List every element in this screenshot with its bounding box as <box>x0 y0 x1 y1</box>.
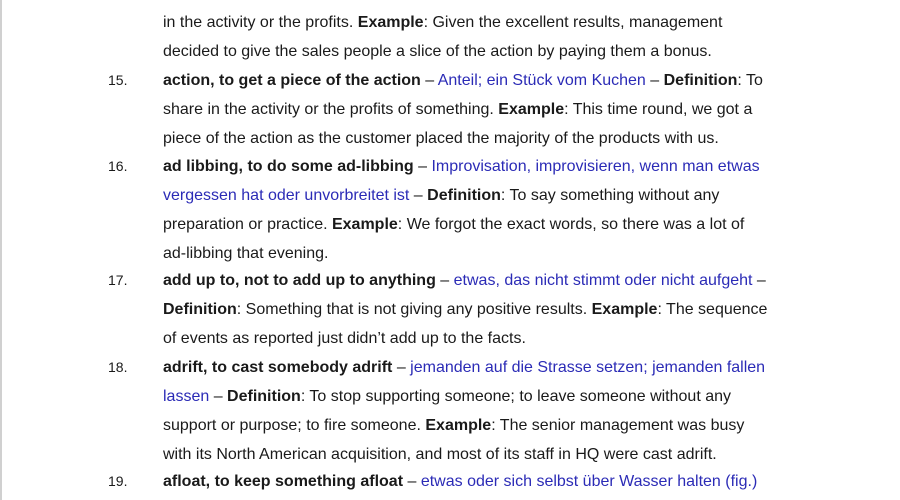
example-label: Example <box>498 101 565 118</box>
dash: – <box>645 72 664 89</box>
dash: – <box>409 187 428 204</box>
definition-text: support or purpose; to fire someone. <box>163 417 421 434</box>
example-text: : We forgot the exact words, so there was a lot of <box>397 216 745 233</box>
definition-label: Definition <box>663 72 738 89</box>
definition-text: : Something that is not giving any positive results. <box>236 301 588 318</box>
entry-body <box>163 467 803 496</box>
definition-label: Definition <box>427 187 501 204</box>
example-text: of events as reported just didn’t add up to the facts. <box>163 330 526 347</box>
translation: etwas, das nicht stimmt oder nicht aufgeht <box>453 272 753 289</box>
continuation-line-2: decided to give the sales people a slice of the action by paying them a bonus. <box>163 43 712 60</box>
example-label: Example <box>331 216 398 233</box>
example-text: : The senior management was busy <box>491 417 745 434</box>
definition-text: : To say something without any <box>500 187 720 204</box>
example-text: : Given the excellent results, management <box>423 14 723 31</box>
dash: – <box>413 158 432 175</box>
translation: lassen <box>163 388 210 405</box>
entry-term: add up to, not to add up to anything <box>163 272 436 289</box>
example-text: : This time round, we got a <box>564 101 753 118</box>
definition-text: : To stop supporting someone; to leave someone without any <box>300 388 732 405</box>
entry-body <box>163 266 803 353</box>
entry-body <box>163 353 803 469</box>
example-label: Example <box>591 301 658 318</box>
definition-text: : To <box>737 72 763 89</box>
translation: vergessen hat oder unvorbreitet ist <box>163 187 410 204</box>
example-text: piece of the action as the customer placed the majority of the products with us. <box>163 130 719 147</box>
entry-number: 17. <box>108 272 128 288</box>
entry-term: afloat, to keep something afloat <box>163 473 404 490</box>
definition-label: Definition <box>227 388 301 405</box>
translation: etwas oder sich selbst über Wasser halten (fig.) <box>420 473 758 490</box>
example-label: Example <box>425 417 492 434</box>
entry-number: 18. <box>108 359 128 375</box>
continuation-text: in the activity or the profits. <box>163 14 354 31</box>
dash: – <box>209 388 228 405</box>
continuation-line-1 <box>163 8 803 37</box>
example-text: ad-libbing that evening. <box>163 245 329 262</box>
definition-text: share in the activity or the profits of something. <box>163 101 494 118</box>
entry-body <box>163 152 803 268</box>
translation: Anteil; ein Stück vom Kuchen <box>437 72 646 89</box>
dash: – <box>435 272 454 289</box>
translation: Improvisation, improvisieren, wenn man etwas <box>431 158 760 175</box>
page-left-edge <box>0 0 2 500</box>
example-text: : The sequence <box>657 301 768 318</box>
entry-number: 15. <box>108 72 128 88</box>
entry-number: 19. <box>108 473 128 489</box>
entry-continuation <box>163 8 803 66</box>
dash: – <box>752 272 766 289</box>
translation: jemanden auf die Strasse setzen; jemanden fallen <box>410 359 766 376</box>
entry-body <box>163 66 803 153</box>
entry-term: adrift, to cast somebody adrift <box>163 359 393 376</box>
entry-term: action, to get a piece of the action <box>163 72 421 89</box>
definition-label: Definition <box>163 301 237 318</box>
example-label: Example <box>357 14 424 31</box>
example-text: with its North American acquisition, and most of its staff in HQ were cast adrift. <box>163 446 717 463</box>
dash: – <box>420 72 438 89</box>
entry-number: 16. <box>108 158 128 174</box>
entry-term: ad libbing, to do some ad-libbing <box>163 158 414 175</box>
definition-text: preparation or practice. <box>163 216 328 233</box>
dash: – <box>403 473 421 490</box>
dash: – <box>392 359 411 376</box>
